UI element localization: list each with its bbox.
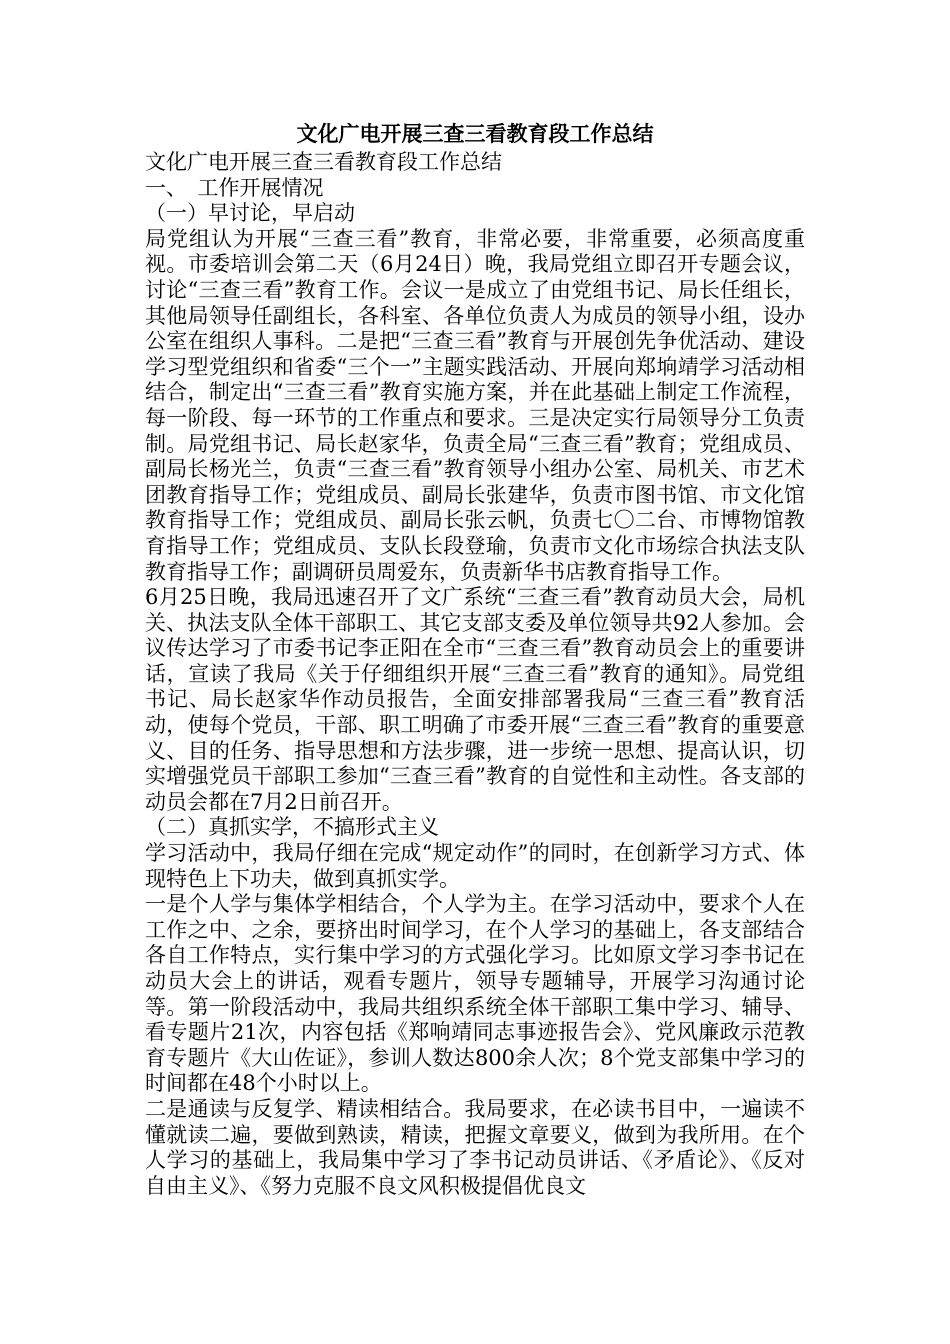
body-paragraph: 局党组认为开展“三查三看”教育，非常必要，非常重要，必须高度重视。市委培训会第二天（6月24日）晚，我局党组立即召开专题会议，讨论“三查三看”教育工作。会议一是成立了由党组书记、局长任组长，其他局领导任副组长，各科室、各单位负责人为成员的领导小组，设办公室在组织人事科。二是把“三查三看”教育与开展创先争优活动、建设学习型党组织和省委“三个一”主题实践活动、开展向郑垧靖学习活动相结合，制定出“三查三看”教育实施方案，并在此基础上制定工作流程，每一阶段、每一环节的工作重点和要求。三是决定实行局领导分工负责制。局党组书记、局长赵家华，负责全局“三查三看”教育；党组成员、副局长杨光兰，负责“三查三看”教育领导小组办公室、局机关、市艺术团教育指导工作；党组成员、副局长张建华，负责市图书馆、市文化馆教育指导工作；党组成员、副局长张云帆，负责七〇二台、市博物馆教育指导工作；党组成员、支队长段登瑜，负责市文化市场综合执法支队教育指导工作；副调研员周爱东，负责新华书店教育指导工作。: [145, 226, 805, 584]
section-heading: 一、 工作开展情况: [145, 175, 324, 200]
subsection-heading: （一）早讨论，早启动: [145, 201, 355, 226]
document-title: 文化广电开展三查三看教育段工作总结: [296, 121, 654, 146]
subsection-heading: （二）真抓实学，不搞形式主义: [145, 815, 439, 840]
body-paragraph: 6月25日晚，我局迅速召开了文广系统“三查三看”教育动员大会，局机关、执法支队全体干部职工、其它支部支委及单位领导共92人参加。会议传达学习了市委书记李正阳在全市“三查三看”教育动员会上的重要讲话，宣读了我局《关于仔细组织开展“三查三看”教育的通知》。局党组书记、局长赵家华作动员报告，全面安排部署我局“三查三看”教育活动，使每个党员，干部、职工明确了市委开展“三查三看”教育的重要意义、目的任务、指导思想和方法步骤，进一步统一思想、提高认识，切实增强党员干部职工参加“三查三看”教育的自觉性和主动性。各支部的动员会都在7月2日前召开。: [145, 585, 805, 814]
body-paragraph: 学习活动中，我局仔细在完成“规定动作”的同时，在创新学习方式、体现特色上下功夫，做到真抓实学。: [145, 841, 805, 891]
subtitle-paragraph: 文化广电开展三查三看教育段工作总结: [145, 150, 502, 174]
body-paragraph: 二是通读与反复学、精读相结合。我局要求，在必读书目中，一遍读不懂就读二遍，要做到熟读，精读，把握文章要义，做到为我所用。在个人学习的基础上，我局集中学习了李书记动员讲话、《矛盾论》、《反对自由主义》、《努力克服不良文风积极提倡优良文: [145, 1096, 805, 1198]
body-paragraph: 一是个人学与集体学相结合，个人学为主。在学习活动中，要求个人在工作之中、之余，要挤出时间学习，在个人学习的基础上，各支部结合各自工作特点，实行集中学习的方式强化学习。比如原文学习李书记在动员大会上的讲话，观看专题片，领导专题辅导，开展学习沟通讨论等。第一阶段活动中，我局共组织系统全体干部职工集中学习、辅导、看专题片21次，内容包括《郑响靖同志事迹报告会》、党风廉政示范教育专题片《大山佐证》，参训人数达800余人次；8个党支部集中学习的时间都在48个小时以上。: [145, 892, 805, 1096]
document-body: [145, 150, 805, 1199]
